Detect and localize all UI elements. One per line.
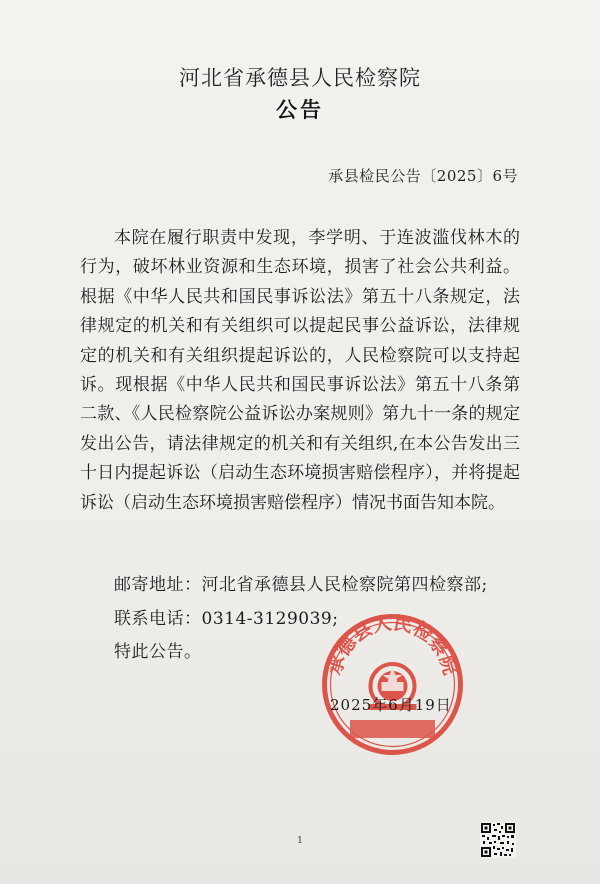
seal-text: 承德县人民检察院 bbox=[323, 612, 462, 678]
announcement-paragraph: 本院在履行职责中发现，李学明、于连波滥伐林木的行为，破坏林业资源和生态环境，损害了社会公共利益。根据《中华人民共和国民事诉讼法》第五十八条规定，法律规定的机关和有关组织可以提起民事公益诉讼，法律规定的机关和有关组织提起诉讼的，人民检察院可以支持起诉。现根据《中华人民共和国民事诉讼法》第五十八条第二款、《人民检察院公益诉讼办案规则》第九十一条的规定发出公告，请法律规定的机关和有关组织,在本公告发出三十日内提起诉讼（启动生态环境损害赔偿程序），并将提起诉讼（启动生态环境损害赔偿程序）情况书面告知本院。 bbox=[80, 228, 520, 513]
signature-date: 2025年6月19日 bbox=[330, 696, 452, 714]
mail-address: 邮寄地址：河北省承德县人民检察院第四检察部; bbox=[114, 575, 488, 595]
page-number: 1 bbox=[297, 836, 303, 846]
contact-phone: 联系电话：0314-3129039; bbox=[114, 609, 339, 629]
qr-code-icon bbox=[480, 822, 516, 858]
document-number: 承县检民公告〔2025〕6号 bbox=[328, 167, 518, 185]
organization-name: 河北省承德县人民检察院 bbox=[179, 66, 421, 90]
announcement-body bbox=[80, 224, 520, 518]
document-title: 公告 bbox=[276, 98, 324, 122]
closing-text: 特此公告。 bbox=[114, 642, 202, 662]
svg-text:承德县人民检察院 bbox=[324, 612, 463, 677]
official-seal-stamp bbox=[320, 612, 465, 757]
